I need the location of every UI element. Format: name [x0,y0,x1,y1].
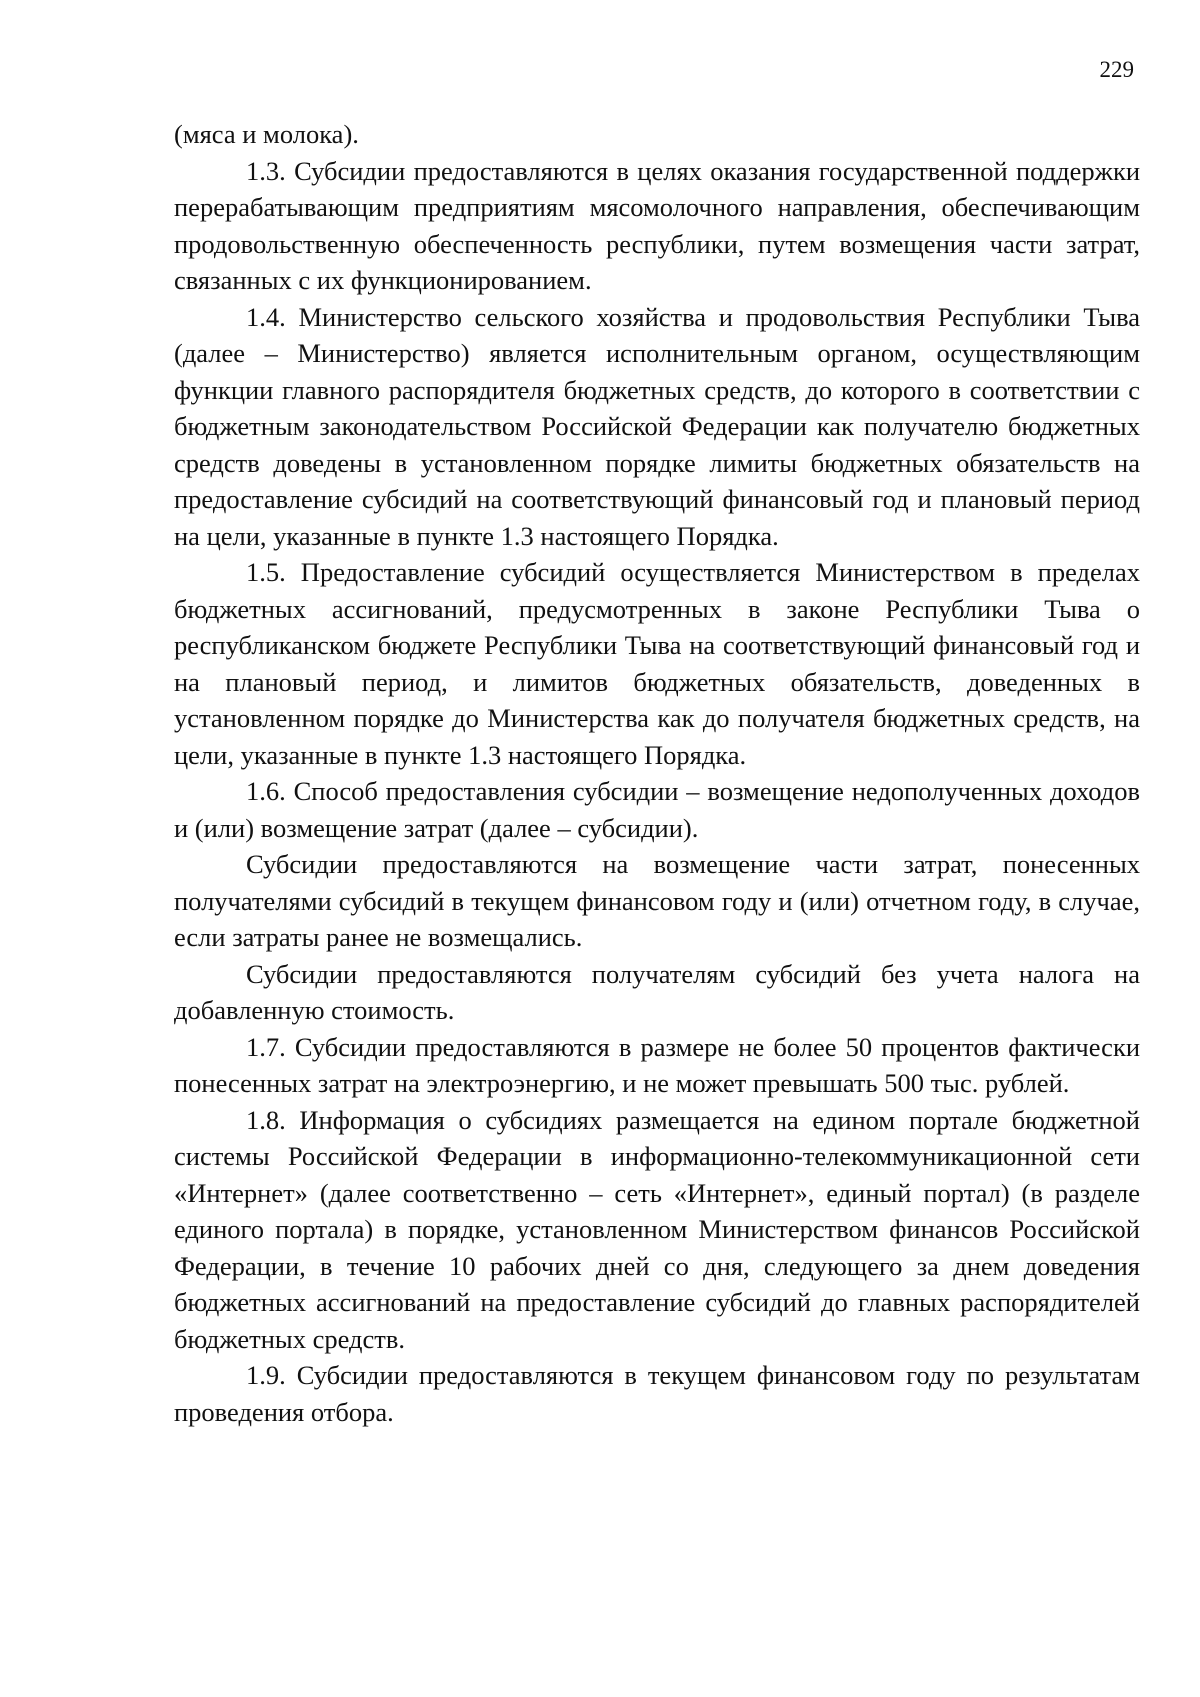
paragraph-1-4: 1.4. Министерство сельского хозяйства и продовольствия Республики Тыва (далее – Министерство) является исполнительным органом, осуществляющим функции главного распорядителя бюджетных средств, до которого в соответствии с бюджетным законодательством Российской Федерации как получателю бюджетных средств доведены в установленном порядке лимиты бюджетных обязательств на предоставление субсидий на соответствующий финансовый год и плановый период на цели, указанные в пункте 1.3 настоящего Порядка. [174,301,1140,551]
paragraph-1-6-costs: Субсидии предоставляются на возмещение части затрат, понесенных получателями субсидий в текущем финансовом году и (или) отчетном году, в случае, если затраты ранее не возмещались. [174,849,1140,952]
paragraph-1-5: 1.5. Предоставление субсидий осуществляется Министерством в пределах бюджетных ассигнований, предусмотренных в законе Республики Тыва о республиканском бюджете Республики Тыва на соответствующий финансовый год и на плановый период, и лимитов бюджетных обязательств, доведенных в установленном порядке до Министерства как до получателя бюджетных средств, на цели, указанные в пункте 1.3 настоящего Порядка. [174,557,1140,770]
paragraph-1-3: 1.3. Субсидии предоставляются в целях оказания государственной поддержки перерабатывающим предприятиям мясомолочного направления, обеспечивающим продовольственную обеспеченность республики, путем возмещения части затрат, связанных с их функционированием. [174,155,1140,295]
paragraph-1-6: 1.6. Способ предоставления субсидии – возмещение недополученных доходов и (или) возмещение затрат (далее – субсидии). [174,776,1140,843]
paragraph-1-7: 1.7. Субсидии предоставляются в размере не более 50 процентов фактически понесенных затрат на электроэнергию, и не может превышать 500 тыс. рублей. [174,1031,1140,1098]
paragraph-continuation: (мяса и молока). [174,119,359,149]
page-number: 229 [1099,57,1134,82]
paragraph-1-6-vat: Субсидии предоставляются получателям субсидий без учета налога на добавленную стоимость. [174,958,1140,1025]
paragraph-1-8: 1.8. Информация о субсидиях размещается на едином портале бюджетной системы Российской Федерации в информационно-телекоммуникационной сети «Интернет» (далее соответственно – сеть «Интернет», единый портал) (в разделе единого портала) в порядке, установленном Министерством финансов Российской Федерации, в течение 10 рабочих дней со дня, следующего за днем доведения бюджетных ассигнований на предоставление субсидий до главных распорядителей бюджетных средств. [174,1104,1140,1354]
document-body [174,116,1140,1430]
paragraph-1-9: 1.9. Субсидии предоставляются в текущем финансовом году по результатам проведения отбора. [174,1360,1140,1427]
